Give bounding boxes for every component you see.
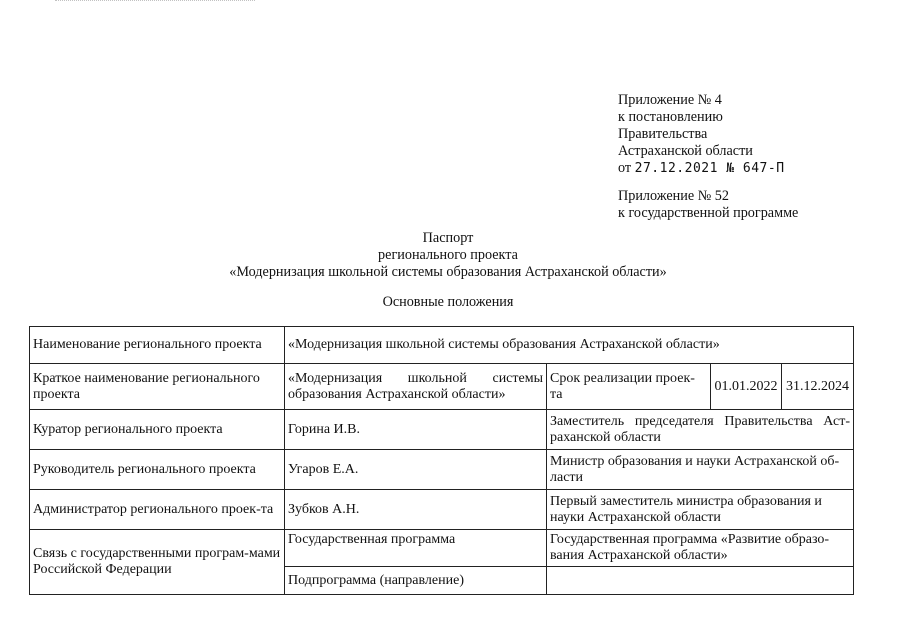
- row-label: Связь с государственными програм-мами Российской Федерации: [30, 530, 285, 595]
- appendix-line: Астраханской области: [618, 143, 753, 159]
- row-value: «Модернизация школьной системы образования Астраханской области»: [285, 364, 547, 410]
- subprogram-value: [547, 567, 854, 595]
- person-position: Первый заместитель министра образования и науки Астраханской области: [547, 490, 854, 530]
- row-label: Руководитель регионального проекта: [30, 450, 285, 490]
- start-date: 01.01.2022: [711, 364, 782, 410]
- section-heading: Основные положения: [382, 294, 514, 310]
- person-name: Угаров Е.А.: [285, 450, 547, 490]
- subprogram-label: Подпрограмма (направление): [285, 567, 547, 595]
- appendix-line: Правительства: [618, 126, 708, 142]
- person-position: Министр образования и науки Астраханской об-ласти: [547, 450, 854, 490]
- appendix-line: Приложение № 4: [618, 92, 722, 108]
- title-line: «Модернизация школьной системы образования Астраханской области»: [229, 264, 667, 280]
- appendix-date-line: [618, 160, 888, 177]
- appendix-line: Приложение № 52: [618, 188, 729, 204]
- spacer: [618, 177, 888, 188]
- table-row: [30, 364, 854, 410]
- appendix-line: к государственной программе: [618, 205, 799, 221]
- appendix-line: к постановлению: [618, 109, 723, 125]
- date-value: 27.12.2021 № 647-П: [634, 161, 785, 176]
- program-value: Государственная программа «Развитие образо-вания Астраханской области»: [547, 530, 854, 567]
- scan-artifact: [55, 0, 255, 4]
- appendix-block: [618, 92, 888, 222]
- row-label: Краткое наименование регионального проекта: [30, 364, 285, 410]
- row-label: Администратор регионального проек-та: [30, 490, 285, 530]
- term-label: Срок реализации проек-та: [547, 364, 711, 410]
- document-title: [0, 230, 896, 281]
- title-line: Паспорт: [422, 230, 474, 246]
- table-row: [30, 450, 854, 490]
- row-value: «Модернизация школьной системы образования Астраханской области»: [285, 327, 854, 364]
- person-name: Зубков А.Н.: [285, 490, 547, 530]
- title-line: регионального проекта: [378, 247, 518, 263]
- program-label: Государственная программа: [285, 530, 547, 567]
- table-row: [30, 490, 854, 530]
- person-name: Горина И.В.: [285, 410, 547, 450]
- table-row: [30, 410, 854, 450]
- person-position: Заместитель председателя Правительства Аст-раханской области: [547, 410, 854, 450]
- date-prefix: от: [618, 160, 632, 176]
- row-label: Куратор регионального проекта: [30, 410, 285, 450]
- table-row: [30, 327, 854, 364]
- end-date: 31.12.2024: [782, 364, 854, 410]
- table-row: [30, 530, 854, 567]
- passport-table: [29, 326, 854, 595]
- row-label: Наименование регионального проекта: [30, 327, 285, 364]
